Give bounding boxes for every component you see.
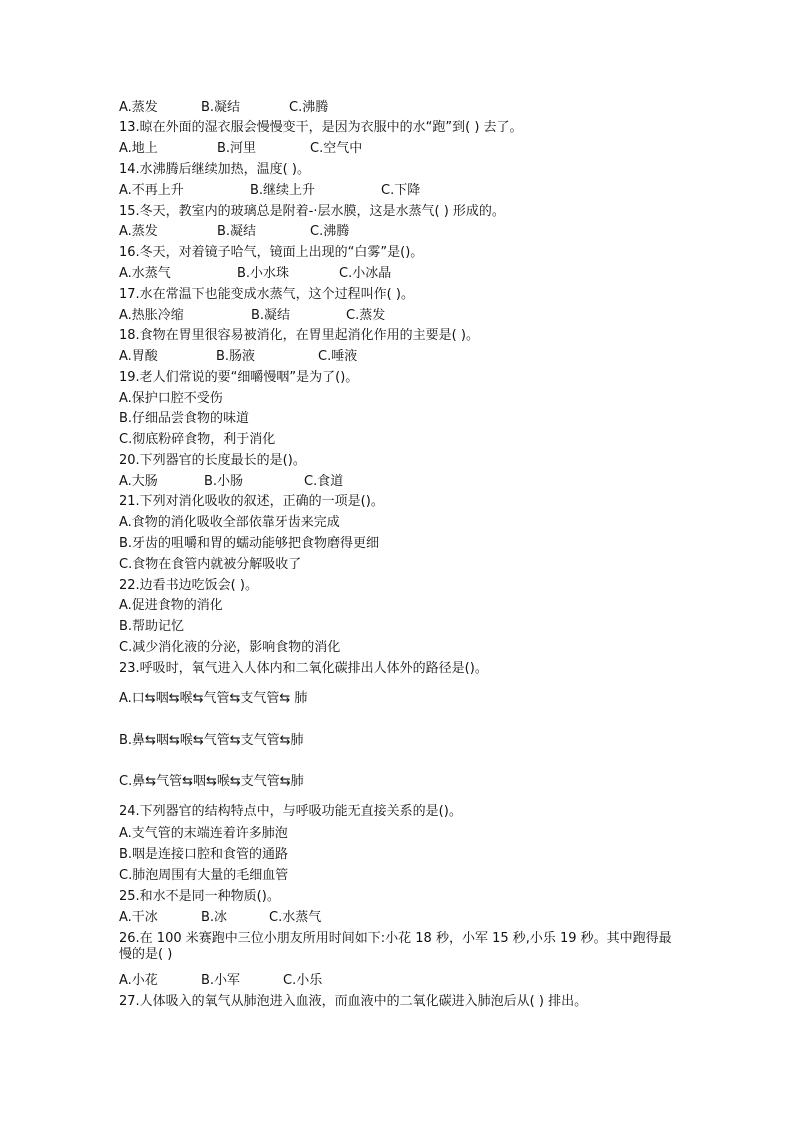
answer-option: C.沸腾 <box>310 224 350 239</box>
answer-options-row <box>119 910 679 926</box>
answer-option: A.口⇆咽⇆喉⇆气管⇆支气管⇆ 肺 <box>119 691 308 706</box>
answer-option: B.继续上升 <box>250 183 316 198</box>
answer-option: C.食物在食管内就被分解吸收了 <box>119 557 302 572</box>
question-text: 27.人体吸入的氧气从肺泡进入血液，而血液中的二氧化碳进入肺泡后从( ) 排出。 <box>119 994 588 1009</box>
answer-option: C.彻底粉碎食物，利于消化 <box>119 432 276 447</box>
answer-option: B.肠液 <box>216 349 256 364</box>
answer-option: C.肺泡周围有大量的毛细血管 <box>119 868 289 883</box>
answer-option: B.帮助记忆 <box>119 619 185 634</box>
answer-options-row <box>119 183 679 199</box>
answer-option: B.凝结 <box>201 100 241 115</box>
answer-options-row <box>119 141 679 157</box>
question-text: 15.冬天，教室内的玻璃总是附着-·层水膜，这是水蒸气( ) 形成的。 <box>119 204 505 219</box>
answer-options-row <box>119 973 679 989</box>
answer-option: B.仔细品尝食物的味道 <box>119 411 250 426</box>
question-text: 25.和水不是同一种物质()。 <box>119 889 280 904</box>
question-text: 19.老人们常说的要“细嚼慢咽”是为了()。 <box>119 370 359 385</box>
answer-option: C.小冰晶 <box>339 266 392 281</box>
answer-option: A.热胀冷缩 <box>119 308 184 323</box>
answer-option: A.大肠 <box>119 474 158 489</box>
answer-option: A.食物的消化吸收全部依靠牙齿来完成 <box>119 515 340 530</box>
answer-option: B.凝结 <box>217 224 257 239</box>
answer-option: C.蒸发 <box>346 308 386 323</box>
answer-option: A.小花 <box>119 973 158 988</box>
answer-option: A.促进食物的消化 <box>119 598 223 613</box>
answer-options-row <box>119 224 679 240</box>
question-text: 14.水沸腾后继续加热，温度( )。 <box>119 162 310 177</box>
answer-option: C.鼻⇆气管⇆咽⇆喉⇆支气管⇆肺 <box>119 774 304 789</box>
question-text: 23.呼吸时，氧气进入人体内和二氧化碳排出人体外的路径是()。 <box>119 661 488 676</box>
answer-option: A.不再上升 <box>119 183 184 198</box>
answer-option: B.小军 <box>201 973 241 988</box>
answer-option: B.小肠 <box>204 474 244 489</box>
question-text: 21.下列对消化吸收的叙述，正确的一项是()。 <box>119 494 384 509</box>
answer-option: B.小水珠 <box>237 266 290 281</box>
answer-option: C.减少消化液的分泌，影响食物的消化 <box>119 640 341 655</box>
answer-option: B.牙齿的咀嚼和胃的蠕动能够把食物磨得更细 <box>119 536 380 551</box>
question-text: 24.下列器官的结构特点中，与呼吸功能无直接关系的是()。 <box>119 804 462 819</box>
answer-option: A.胃酸 <box>119 349 158 364</box>
answer-option: A.蒸发 <box>119 224 158 239</box>
answer-options-row <box>119 266 679 282</box>
answer-options-row <box>119 308 679 324</box>
answer-option: C.唾液 <box>318 349 358 364</box>
answer-option: A.支气管的末端连着许多肺泡 <box>119 826 288 841</box>
question-text: 18.食物在胃里很容易被消化，在胃里起消化作用的主要是( )。 <box>119 328 479 343</box>
answer-option: B.咽是连接口腔和食管的通路 <box>119 847 289 862</box>
question-text: 13.晾在外面的湿衣服会慢慢变干，是因为衣服中的水“跑”到( ) 去了。 <box>119 120 523 135</box>
answer-option: A.水蒸气 <box>119 266 171 281</box>
answer-option: B.鼻⇆咽⇆喉⇆气管⇆支气管⇆肺 <box>119 733 304 748</box>
answer-option: A.保护口腔不受伤 <box>119 391 223 406</box>
answer-options-row <box>119 349 679 365</box>
answer-option: C.食道 <box>304 474 344 489</box>
answer-option: C.小乐 <box>283 973 323 988</box>
answer-option: C.下降 <box>381 183 421 198</box>
answer-option: A.地上 <box>119 141 158 156</box>
answer-option: B.河里 <box>217 141 257 156</box>
question-text: 20.下列器官的长度最长的是()。 <box>119 453 306 468</box>
answer-options-row <box>119 100 679 116</box>
answer-option: A.干冰 <box>119 910 158 925</box>
answer-option: A.蒸发 <box>119 100 158 115</box>
answer-option: C.水蒸气 <box>269 910 322 925</box>
question-text: 26.在 100 米赛跑中三位小朋友所用时间如下:小花 18 秒，小军 15 秒,小乐 19 秒。其中跑得最慢的是( ) <box>119 931 672 962</box>
answer-option: C.空气中 <box>310 141 363 156</box>
question-text: 22.边看书边吃饭会( )。 <box>119 578 258 593</box>
answer-options-row <box>119 474 679 490</box>
answer-option: C.沸腾 <box>289 100 329 115</box>
question-text: 16.冬天，对着镜子哈气，镜面上出现的“白雾”是()。 <box>119 245 424 260</box>
answer-option: B.冰 <box>201 910 228 925</box>
question-text: 17.水在常温下也能变成水蒸气，这个过程叫作( )。 <box>119 287 414 302</box>
answer-option: B.凝结 <box>251 308 291 323</box>
